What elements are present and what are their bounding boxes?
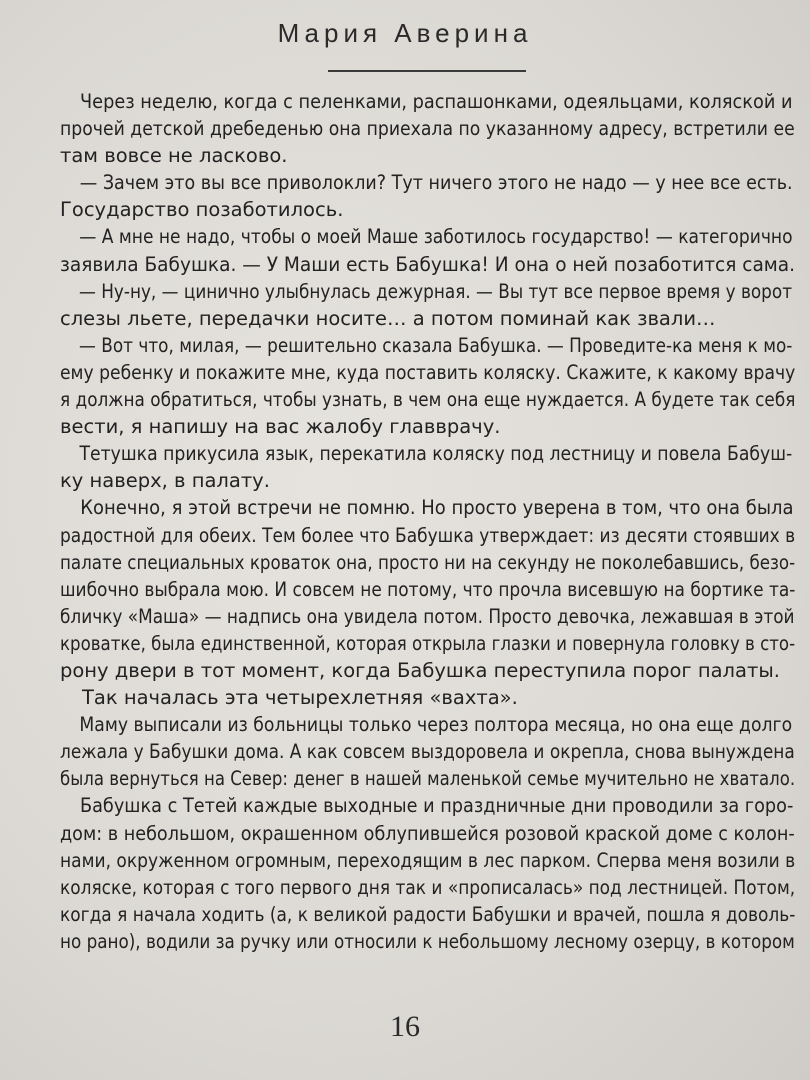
text-line: Бабушка с Тетей каждые выходные и праздничные дни проводили за горо- bbox=[79, 794, 794, 818]
text-line: нами, окруженном огромным, переходящим в лес парком. Сперва меня возили в bbox=[60, 848, 796, 872]
text-line: Через неделю, когда с пеленками, распашонками, одеяльцами, коляской и bbox=[80, 90, 793, 113]
text-line: — Зачем это вы все приволокли? Тут ничего этого не надо — у нее все есть. bbox=[79, 171, 793, 195]
text-line: Тетушка прикусила язык, перекатила коляску под лестницу и повела Бабуш- bbox=[79, 442, 793, 466]
text-line: рону двери в тот момент, когда Бабушка переступила порог палаты. bbox=[60, 658, 780, 682]
text-line: ку наверх, в палату. bbox=[60, 469, 270, 493]
paragraph bbox=[60, 169, 795, 223]
text-line: кроватке, была единственной, которая открыла глазки и повернула головку в сто- bbox=[60, 631, 796, 655]
text-line: там вовсе не ласково. bbox=[60, 144, 288, 168]
page-number: 16 bbox=[390, 1010, 420, 1043]
text-line: слезы льете, передачки носите… а потом поминай как звали… bbox=[60, 306, 716, 330]
text-line: коляске, которая с того первого дня так и «прописалась» под лестницей. Потом, bbox=[60, 875, 796, 899]
paragraph bbox=[60, 494, 795, 684]
text-line: дом: в небольшом, окрашенном облупившейся розовой краской доме с колон- bbox=[60, 821, 795, 845]
text-line: я должна обратиться, чтобы узнать, в чем она еще нуждается. А будете так себя bbox=[60, 388, 796, 412]
text-line: радостной для обеих. Тем более что Бабушка утверждает: из десяти стоявших в bbox=[60, 523, 796, 547]
text-line: шибочно выбрала мою. И совсем не потому, что прочла висевшую на бортике та- bbox=[60, 577, 796, 601]
text-line: — А мне не надо, чтобы о моей Маше заботилось государство! — категорично bbox=[79, 225, 793, 249]
text-line: палате специальных кроваток она, просто ни на секунду не поколебавшись, безо- bbox=[60, 550, 796, 574]
text-line: — Ну-ну, — цинично улыбнулась дежурная. — Вы тут все первое время у ворот bbox=[79, 279, 793, 303]
text-line: Маму выписали из больницы только через полтора месяца, но она еще долго bbox=[79, 713, 793, 737]
text-line: лежала у Бабушки дома. А как совсем выздоровела и окрепла, снова вынуждена bbox=[60, 740, 795, 764]
text-line: была вернуться на Север: денег в нашей маленькой семье мучительно не хватало. bbox=[60, 767, 796, 791]
text-line: прочей детской дребеденью она приехала по указанному адресу, встретили ее bbox=[60, 117, 795, 141]
paragraph bbox=[60, 332, 795, 440]
text-line: но рано), водили за ручку или относили к небольшому лесному озерцу, в котором bbox=[60, 929, 795, 953]
paragraph bbox=[60, 223, 795, 277]
body-text bbox=[60, 88, 795, 955]
text-line: ему ребенку и покажите мне, куда поставить коляску. Скажите, к какому врачу bbox=[60, 360, 796, 384]
paragraph bbox=[60, 684, 795, 711]
paragraph bbox=[60, 440, 795, 494]
text-line: Конечно, я этой встречи не помню. Но просто уверена в том, что она была bbox=[80, 496, 794, 520]
text-line: бличку «Маша» — надпись она увидела потом. Просто девочка, лежавшая в этой bbox=[60, 604, 795, 628]
paragraph bbox=[60, 792, 795, 955]
text-line: Государство позаботилось. bbox=[60, 198, 344, 222]
text-line: вести, я напишу на вас жалобу главврачу. bbox=[60, 415, 501, 439]
header-underline bbox=[328, 70, 526, 72]
paragraph bbox=[60, 711, 795, 792]
text-line: — Вот что, милая, — решительно сказала Бабушка. — Проведите-ка меня к мо- bbox=[79, 333, 793, 357]
paragraph bbox=[60, 278, 795, 332]
running-header-author: Мария Аверина bbox=[277, 18, 533, 48]
text-line: заявила Бабушка. — У Маши есть Бабушка! И она о ней позаботится сама. bbox=[60, 252, 796, 276]
paragraph bbox=[60, 88, 795, 169]
text-line: Так началась эта четырехлетняя «вахта». bbox=[82, 686, 518, 710]
text-line: когда я начала ходить (а, к великой радости Бабушки и врачей, пошла я доволь- bbox=[60, 902, 796, 926]
